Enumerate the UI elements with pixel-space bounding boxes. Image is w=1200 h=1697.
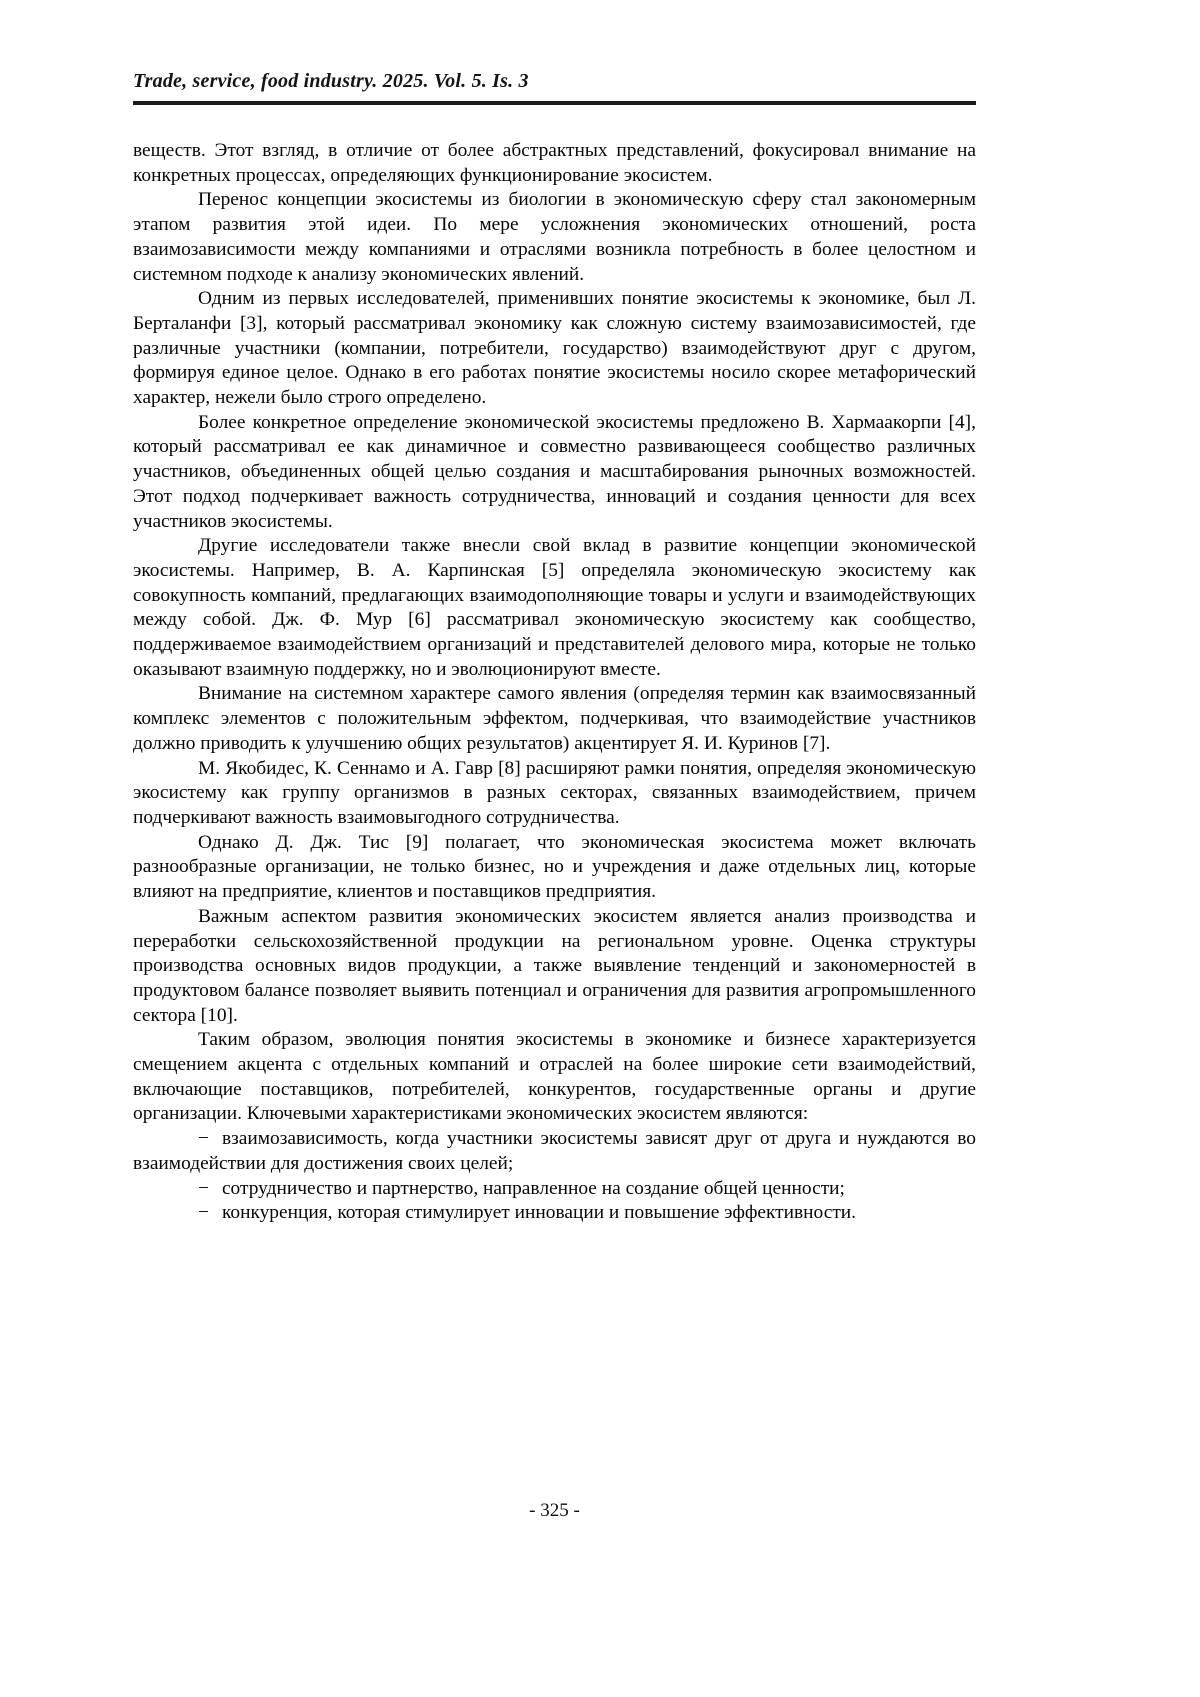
list-item-text: взаимозависимость, когда участники экосистемы зависят друг от друга и нуждаются во взаимодействии для достижения своих целей;	[133, 1128, 976, 1174]
paragraph: веществ. Этот взгляд, в отличие от более абстрактных представлений, фокусировал внимание на конкретных процессах, определяющих функционирование экосистем.	[133, 140, 976, 186]
list-item	[133, 1127, 976, 1176]
journal-title: Trade, service, food industry. 2025. Vol. 5. Is. 3	[133, 70, 529, 92]
page-footer	[133, 1500, 976, 1522]
list-item-text: конкуренция, которая стимулирует инновации и повышение эффективности.	[221, 1202, 857, 1224]
paragraph: Более конкретное определение экономической экосистемы предложено В. Хармаакорпи [4], который рассматривал ее как динамичное и совместно развивающееся сообщество различных участников, объединенных общей целью создания и масштабирования рыночных возможностей. Этот подход подчеркивает важность сотрудничества, инноваций и создания ценности для всех участников экосистемы.	[133, 411, 976, 532]
list-dash-marker: −	[198, 1202, 209, 1224]
list-item	[133, 1177, 976, 1202]
running-header	[133, 70, 976, 101]
list-item	[133, 1201, 976, 1226]
header-rule-divider	[133, 101, 976, 105]
list-item-text: сотрудничество и партнерство, направленное на создание общей ценности;	[221, 1177, 845, 1199]
page-content	[133, 70, 976, 1226]
article-body	[133, 139, 976, 1226]
paragraph: М. Якобидес, К. Сеннамо и А. Гавр [8] расширяют рамки понятия, определяя экономическую экосистему как группу организмов в разных секторах, связанных взаимодействием, причем подчеркивают важность взаимовыгодного сотрудничества.	[133, 757, 976, 828]
list-dash-marker: −	[198, 1128, 209, 1150]
paragraph: Перенос концепции экосистемы из биологии в экономическую сферу стал закономерным этапом развития этой идеи. По мере усложнения экономических отношений, роста взаимозависимости между компаниями и отраслями возникла потребность в более целостном и системном подходе к анализу экономических явлений.	[133, 189, 976, 285]
page-number: - 325 -	[529, 1500, 580, 1521]
paragraph: Таким образом, эволюция понятия экосистемы в экономике и бизнесе характеризуется смещением акцента с отдельных компаний и отраслей на более широкие сети взаимодействий, включающие поставщиков, потребителей, конкурентов, государственные органы и другие организации. Ключевыми характеристиками экономических экосистем являются:	[133, 1029, 976, 1125]
paragraph: Важным аспектом развития экономических экосистем является анализ производства и переработки сельскохозяйственной продукции на региональном уровне. Оценка структуры производства основных видов продукции, а также выявление тенденций и закономерностей в продуктовом балансе позволяет выявить потенциал и ограничения для развития агропромышленного сектора [10].	[133, 905, 976, 1026]
paragraph: Одним из первых исследователей, применивших понятие экосистемы к экономике, был Л. Берталанфи [3], который рассматривал экономику как сложную систему взаимозависимостей, где различные участники (компании, потребители, государство) взаимодействуют друг с другом, формируя единое целое. Однако в его работах понятие экосистемы носило скорее метафорический характер, нежели было строго определено.	[133, 288, 976, 409]
paragraph: Другие исследователи также внесли свой вклад в развитие концепции экономической экосистемы. Например, В. А. Карпинская [5] определяла экономическую экосистему как совокупность компаний, предлагающих взаимодополняющие товары и услуги и взаимодействующих между собой. Дж. Ф. Мур [6] рассматривал экономическую экосистему как сообщество, поддерживаемое взаимодействием организаций и представителей делового мира, которые не только оказывают взаимную поддержку, но и эволюционируют вместе.	[133, 535, 976, 680]
paragraph: Однако Д. Дж. Тис [9] полагает, что экономическая экосистема может включать разнообразные организации, не только бизнес, но и учреждения и даже отдельных лиц, которые влияют на предприятие, клиентов и поставщиков предприятия.	[133, 831, 976, 903]
paragraph: Внимание на системном характере самого явления (определяя термин как взаимосвязанный комплекс элементов с положительным эффектом, подчеркивая, что взаимодействие участников должно приводить к улучшению общих результатов) акцентирует Я. И. Куринов [7].	[133, 683, 976, 754]
list-dash-marker: −	[198, 1177, 209, 1199]
